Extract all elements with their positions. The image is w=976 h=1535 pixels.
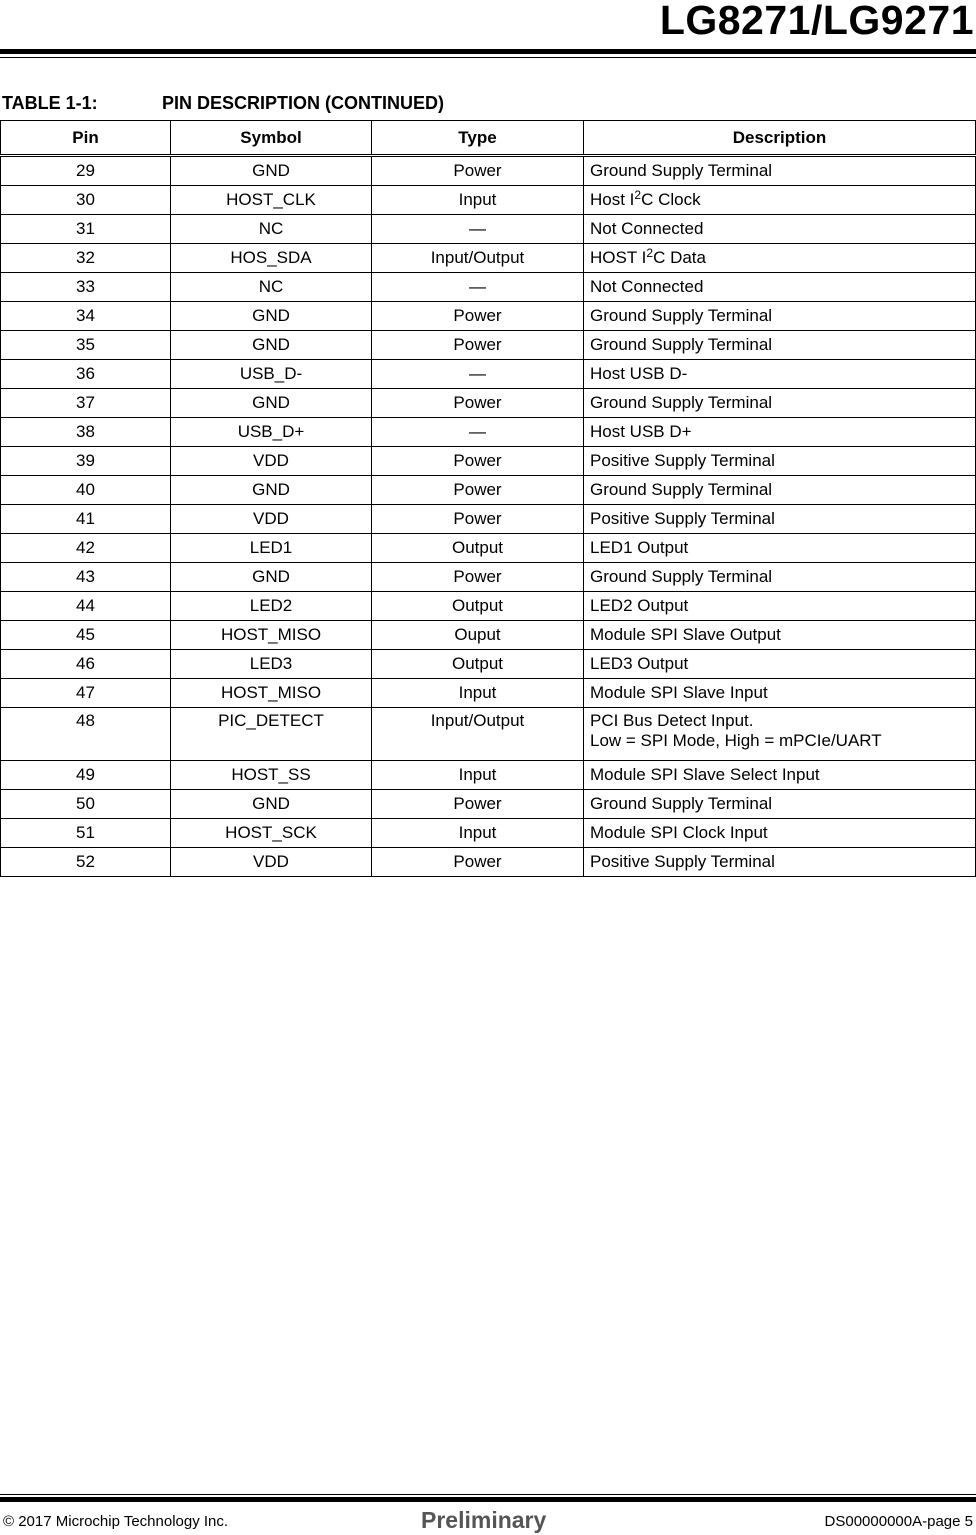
pin-cell: 35 xyxy=(1,331,171,360)
symbol-cell: USB_D+ xyxy=(171,418,372,447)
symbol-cell: LED1 xyxy=(171,534,372,563)
description-cell xyxy=(584,790,976,819)
pin-cell: 41 xyxy=(1,505,171,534)
table-row xyxy=(1,156,976,186)
type-cell: Power xyxy=(372,331,584,360)
description-text: Positive Supply Terminal xyxy=(590,451,775,470)
description-text: LED2 Output xyxy=(590,596,689,615)
symbol-cell: NC xyxy=(171,215,372,244)
symbol-cell: VDD xyxy=(171,447,372,476)
pin-cell: 29 xyxy=(1,156,171,186)
pin-cell: 42 xyxy=(1,534,171,563)
description-cell xyxy=(584,679,976,708)
pin-cell: 31 xyxy=(1,215,171,244)
description-text: Host I xyxy=(590,190,635,209)
symbol-cell: HOST_MISO xyxy=(171,679,372,708)
description-text: HOST I xyxy=(590,248,647,267)
footer-copyright: © 2017 Microchip Technology Inc. xyxy=(3,1513,229,1530)
symbol-cell: GND xyxy=(171,389,372,418)
description-text: Module SPI Slave Output xyxy=(590,625,781,644)
type-cell: Power xyxy=(372,389,584,418)
symbol-cell: GND xyxy=(171,476,372,505)
pin-cell: 32 xyxy=(1,244,171,273)
symbol-cell: LED3 xyxy=(171,650,372,679)
pin-cell: 30 xyxy=(1,186,171,215)
column-header-description: Description xyxy=(584,121,976,156)
pin-cell: 50 xyxy=(1,790,171,819)
description-text: LED3 Output xyxy=(590,654,689,673)
footer-status: Preliminary xyxy=(421,1507,547,1533)
pin-cell: 48 xyxy=(1,708,171,761)
type-cell: Power xyxy=(372,848,584,877)
symbol-cell: LED2 xyxy=(171,592,372,621)
table-row xyxy=(1,534,976,563)
symbol-cell: HOST_SS xyxy=(171,761,372,790)
column-header-pin: Pin xyxy=(1,121,171,156)
table-row xyxy=(1,360,976,389)
header-rule-thin xyxy=(0,57,976,58)
table-row xyxy=(1,790,976,819)
description-cell xyxy=(584,215,976,244)
table-row xyxy=(1,244,976,273)
symbol-cell: GND xyxy=(171,790,372,819)
symbol-cell: VDD xyxy=(171,848,372,877)
table-row xyxy=(1,708,976,761)
table-row xyxy=(1,476,976,505)
type-cell: Input/Output xyxy=(372,244,584,273)
description-text: Ground Supply Terminal xyxy=(590,794,773,813)
document-title: LG8271/LG9271 xyxy=(659,0,974,43)
type-cell: Output xyxy=(372,650,584,679)
description-cell xyxy=(584,708,976,761)
description-cell xyxy=(584,819,976,848)
pin-cell: 44 xyxy=(1,592,171,621)
type-cell: Power xyxy=(372,447,584,476)
description-cell xyxy=(584,389,976,418)
type-cell: Power xyxy=(372,563,584,592)
table-row xyxy=(1,302,976,331)
symbol-cell: USB_D- xyxy=(171,360,372,389)
pin-cell: 38 xyxy=(1,418,171,447)
superscript: 2 xyxy=(646,246,654,260)
table-caption-number: TABLE 1-1: xyxy=(2,93,98,113)
symbol-cell: GND xyxy=(171,302,372,331)
description-text: Ground Supply Terminal xyxy=(590,480,773,499)
table-row xyxy=(1,418,976,447)
description-text: Host USB D+ xyxy=(590,422,692,441)
table-body xyxy=(1,156,976,877)
type-cell: Input xyxy=(372,761,584,790)
table-row xyxy=(1,331,976,360)
description-cell xyxy=(584,563,976,592)
symbol-cell: VDD xyxy=(171,505,372,534)
pin-cell: 49 xyxy=(1,761,171,790)
symbol-cell: PIC_DETECT xyxy=(171,708,372,761)
table-row xyxy=(1,186,976,215)
table-row xyxy=(1,215,976,244)
type-cell: — xyxy=(372,418,584,447)
symbol-cell: GND xyxy=(171,331,372,360)
type-cell: — xyxy=(372,360,584,389)
footer-rule-thick xyxy=(0,1497,976,1502)
pin-cell: 33 xyxy=(1,273,171,302)
type-cell: Output xyxy=(372,592,584,621)
type-cell: Power xyxy=(372,476,584,505)
description-text: C Clock xyxy=(641,190,701,209)
table-row xyxy=(1,505,976,534)
description-text: Host USB D- xyxy=(590,364,688,383)
description-text-line2: Low = SPI Mode, High = mPCIe/UART xyxy=(590,731,882,750)
description-cell xyxy=(584,476,976,505)
description-text: Not Connected xyxy=(590,277,704,296)
type-cell: Input xyxy=(372,679,584,708)
description-text: Ground Supply Terminal xyxy=(590,306,773,325)
type-cell: Input/Output xyxy=(372,708,584,761)
type-cell: Input xyxy=(372,819,584,848)
table-row xyxy=(1,679,976,708)
symbol-cell: GND xyxy=(171,156,372,186)
symbol-cell: GND xyxy=(171,563,372,592)
description-cell xyxy=(584,244,976,273)
description-cell xyxy=(584,447,976,476)
description-text: C Data xyxy=(653,248,706,267)
superscript: 2 xyxy=(634,188,642,202)
table-row xyxy=(1,447,976,476)
type-cell: Power xyxy=(372,790,584,819)
symbol-cell: HOST_MISO xyxy=(171,621,372,650)
column-header-symbol: Symbol xyxy=(171,121,372,156)
pin-cell: 52 xyxy=(1,848,171,877)
table-row xyxy=(1,819,976,848)
table-row xyxy=(1,761,976,790)
table-row xyxy=(1,592,976,621)
pin-cell: 46 xyxy=(1,650,171,679)
table-row xyxy=(1,621,976,650)
symbol-cell: HOS_SDA xyxy=(171,244,372,273)
description-text: Ground Supply Terminal xyxy=(590,161,773,180)
type-cell: Ouput xyxy=(372,621,584,650)
pin-cell: 36 xyxy=(1,360,171,389)
type-cell: — xyxy=(372,215,584,244)
description-text: Not Connected xyxy=(590,219,704,238)
pin-cell: 45 xyxy=(1,621,171,650)
header-rule xyxy=(0,49,976,54)
footer-rule xyxy=(0,1494,976,1495)
description-text: Ground Supply Terminal xyxy=(590,567,773,586)
description-text: Module SPI Clock Input xyxy=(590,823,768,842)
column-header-type: Type xyxy=(372,121,584,156)
pin-cell: 51 xyxy=(1,819,171,848)
description-cell xyxy=(584,650,976,679)
description-cell xyxy=(584,186,976,215)
pin-cell: 40 xyxy=(1,476,171,505)
description-text: Module SPI Slave Select Input xyxy=(590,765,820,784)
description-text: Positive Supply Terminal xyxy=(590,852,775,871)
pin-cell: 43 xyxy=(1,563,171,592)
description-cell xyxy=(584,848,976,877)
description-text: Ground Supply Terminal xyxy=(590,335,773,354)
description-cell xyxy=(584,534,976,563)
pin-cell: 34 xyxy=(1,302,171,331)
description-cell xyxy=(584,360,976,389)
pin-cell: 47 xyxy=(1,679,171,708)
type-cell: Power xyxy=(372,156,584,186)
page-footer xyxy=(0,1508,976,1532)
pin-cell: 39 xyxy=(1,447,171,476)
type-cell: Output xyxy=(372,534,584,563)
table-row xyxy=(1,848,976,877)
table-row xyxy=(1,273,976,302)
table-row xyxy=(1,389,976,418)
symbol-cell: HOST_SCK xyxy=(171,819,372,848)
description-cell xyxy=(584,621,976,650)
description-cell xyxy=(584,418,976,447)
pin-description-table xyxy=(0,120,976,877)
description-cell xyxy=(584,505,976,534)
description-cell xyxy=(584,156,976,186)
description-text: LED1 Output xyxy=(590,538,689,557)
type-cell: Power xyxy=(372,505,584,534)
table-caption-title: PIN DESCRIPTION (CONTINUED) xyxy=(162,93,445,113)
table-header-row xyxy=(1,121,976,156)
description-cell xyxy=(584,592,976,621)
footer-page-id: DS00000000A-page 5 xyxy=(824,1513,973,1530)
type-cell: — xyxy=(372,273,584,302)
description-text: Module SPI Slave Input xyxy=(590,683,768,702)
table-caption xyxy=(2,92,444,114)
table-row xyxy=(1,563,976,592)
description-text: Ground Supply Terminal xyxy=(590,393,773,412)
pin-cell: 37 xyxy=(1,389,171,418)
description-cell xyxy=(584,273,976,302)
table-row xyxy=(1,650,976,679)
description-text: Positive Supply Terminal xyxy=(590,509,775,528)
description-text: PCI Bus Detect Input. xyxy=(590,711,754,730)
description-cell xyxy=(584,331,976,360)
description-cell xyxy=(584,302,976,331)
description-cell xyxy=(584,761,976,790)
symbol-cell: HOST_CLK xyxy=(171,186,372,215)
symbol-cell: NC xyxy=(171,273,372,302)
type-cell: Input xyxy=(372,186,584,215)
type-cell: Power xyxy=(372,302,584,331)
